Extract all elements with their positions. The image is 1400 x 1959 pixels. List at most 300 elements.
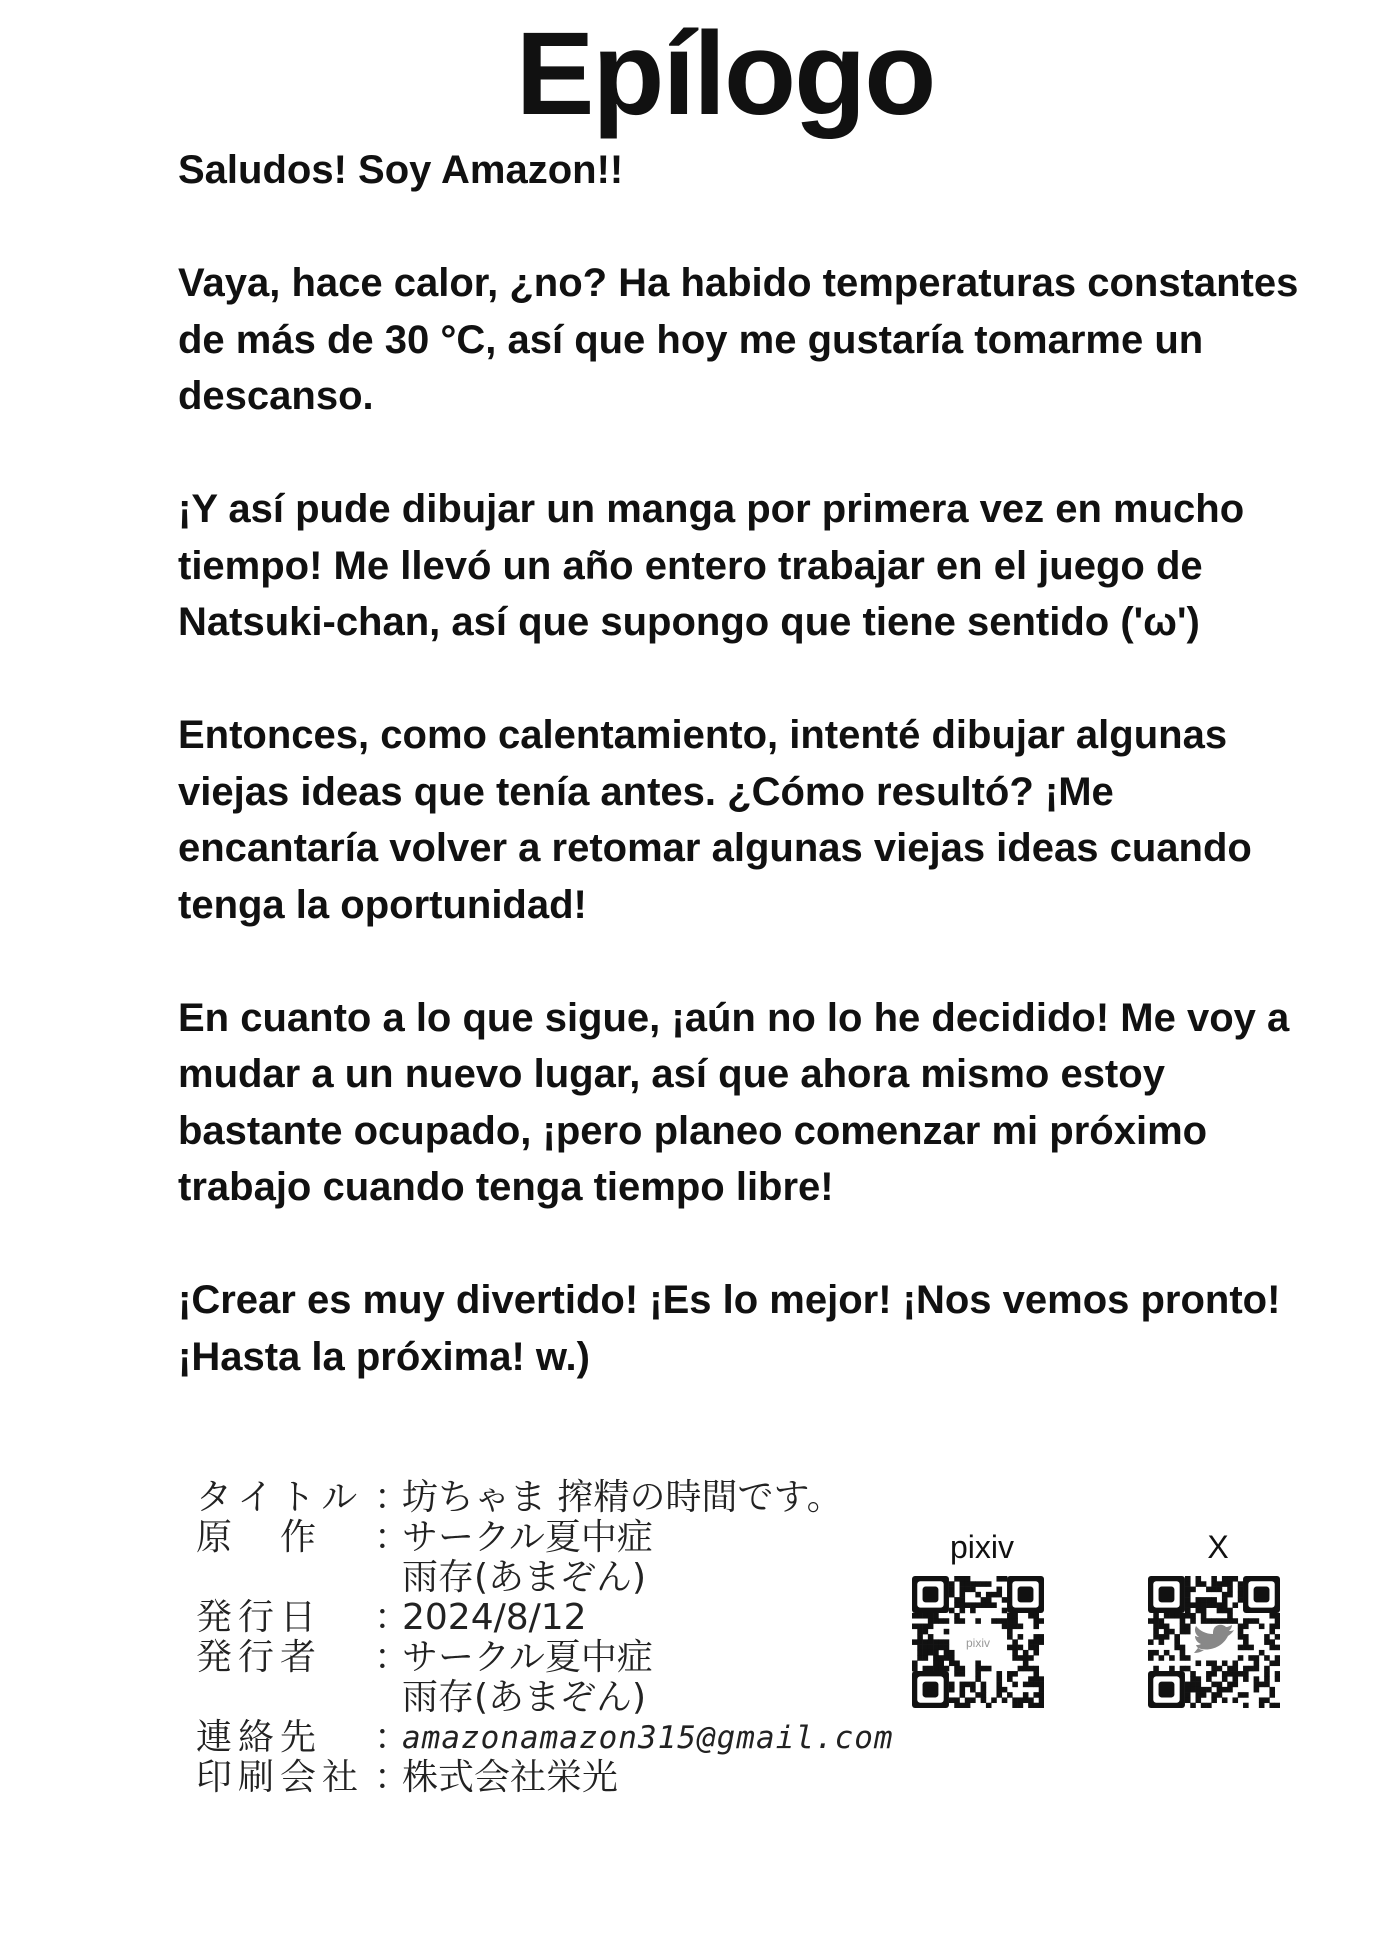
qr-module — [960, 1682, 966, 1688]
qr-module — [1222, 1602, 1228, 1608]
qr-module — [954, 1703, 960, 1708]
qr-module — [970, 1697, 976, 1703]
qr-module — [1201, 1703, 1207, 1708]
qr-module — [933, 1613, 939, 1619]
qr-module — [933, 1660, 939, 1666]
qr-module — [965, 1682, 971, 1688]
qr-module — [1254, 1666, 1260, 1672]
qr-module — [960, 1618, 966, 1624]
qr-module — [1033, 1613, 1039, 1619]
qr-module — [1264, 1676, 1270, 1682]
qr-module — [1185, 1687, 1191, 1693]
qr-module — [944, 1650, 950, 1656]
qr-module — [1012, 1655, 1018, 1661]
qr-module — [1039, 1697, 1044, 1703]
qr-module — [1196, 1581, 1202, 1587]
qr-module — [1269, 1660, 1275, 1666]
qr-module — [1159, 1639, 1165, 1645]
qr-module — [975, 1692, 981, 1698]
qr-module — [986, 1666, 992, 1672]
qr-module — [1243, 1634, 1249, 1640]
qr-module — [1248, 1655, 1254, 1661]
page-title: Epílogo — [515, 8, 935, 140]
qr-module — [1254, 1682, 1260, 1688]
qr-module — [923, 1639, 929, 1645]
qr-module — [1232, 1697, 1238, 1703]
qr-module — [949, 1697, 955, 1703]
qr-module — [1002, 1697, 1008, 1703]
qr-module — [981, 1682, 987, 1688]
qr-module — [965, 1703, 971, 1708]
qr-module — [933, 1618, 939, 1624]
qr-module — [975, 1666, 981, 1672]
qr-module — [928, 1639, 934, 1645]
qr-module — [1007, 1613, 1013, 1619]
qr-module — [1007, 1629, 1013, 1635]
qr-module — [960, 1703, 966, 1708]
qr-module — [1153, 1618, 1159, 1624]
qr-module — [1217, 1687, 1223, 1693]
qr-module — [1206, 1587, 1212, 1593]
qr-module — [1211, 1581, 1217, 1587]
qr-module — [1211, 1576, 1217, 1582]
qr-module — [954, 1613, 960, 1619]
qr-module — [1190, 1671, 1196, 1677]
qr-module — [1238, 1597, 1244, 1603]
qr-module — [960, 1608, 966, 1614]
qr-module — [965, 1576, 971, 1582]
qr-module — [1275, 1660, 1280, 1666]
qr-module — [1196, 1697, 1202, 1703]
pixiv-qr-icon — [912, 1576, 1044, 1708]
qr-module — [996, 1671, 1002, 1677]
qr-module — [1259, 1703, 1265, 1708]
qr-module — [1028, 1666, 1034, 1672]
qr-module — [1180, 1624, 1186, 1630]
qr-module — [1201, 1687, 1207, 1693]
qr-module — [1264, 1639, 1270, 1645]
qr-module — [1185, 1655, 1191, 1661]
qr-module — [1217, 1602, 1223, 1608]
qr-module — [1201, 1692, 1207, 1698]
colophon-separator: ： — [374, 1597, 411, 1638]
qr-module — [928, 1666, 934, 1672]
qr-module — [1028, 1613, 1034, 1619]
qr-module — [960, 1581, 966, 1587]
qr-module — [954, 1666, 960, 1672]
qr-module — [1259, 1650, 1265, 1656]
qr-module — [1148, 1639, 1154, 1645]
qr-module — [1180, 1650, 1186, 1656]
qr-module — [1206, 1703, 1212, 1708]
qr-module — [944, 1655, 950, 1661]
qr-module — [1201, 1602, 1207, 1608]
pixiv-qr-block — [912, 1528, 1052, 1708]
colophon-author-row-2 — [196, 1558, 894, 1598]
qr-module — [1185, 1592, 1191, 1598]
qr-module — [1259, 1624, 1265, 1630]
qr-module — [1164, 1650, 1170, 1656]
qr-module — [1190, 1687, 1196, 1693]
qr-module — [970, 1687, 976, 1693]
qr-module — [1012, 1671, 1018, 1677]
qr-module — [1222, 1592, 1228, 1598]
qr-module — [1269, 1624, 1275, 1630]
qr-module — [923, 1655, 929, 1661]
paragraph-next: En cuanto a lo que sigue, ¡aún no lo he decidido! Me voy a mudar a un nuevo lugar, así que ahora mismo estoy bastante ocupado, ¡pero planeo comenzar mi próximo trabajo cuando tenga tiempo libre! — [178, 995, 1290, 1209]
qr-module — [1164, 1629, 1170, 1635]
qr-module — [1227, 1592, 1233, 1598]
qr-module — [1217, 1618, 1223, 1624]
qr-module — [1185, 1682, 1191, 1688]
qr-module — [960, 1576, 966, 1582]
qr-module — [1180, 1629, 1186, 1635]
qr-module — [981, 1692, 987, 1698]
qr-module — [1039, 1676, 1044, 1682]
qr-module — [1180, 1613, 1186, 1619]
qr-module — [1227, 1671, 1233, 1677]
qr-module — [1185, 1697, 1191, 1703]
qr-module — [1190, 1618, 1196, 1624]
qr-module — [1217, 1608, 1223, 1614]
qr-module — [1159, 1634, 1165, 1640]
qr-module — [923, 1645, 929, 1651]
qr-module — [928, 1634, 934, 1640]
qr-module — [960, 1592, 966, 1598]
qr-module — [1254, 1687, 1260, 1693]
qr-module — [975, 1660, 981, 1666]
qr-module — [912, 1666, 918, 1672]
qr-module — [1023, 1655, 1029, 1661]
qr-module — [917, 1655, 923, 1661]
qr-module — [1185, 1624, 1191, 1630]
qr-module — [912, 1624, 918, 1630]
qr-module — [1275, 1655, 1280, 1661]
qr-module — [991, 1592, 997, 1598]
qr-module — [1002, 1618, 1008, 1624]
contact-email-link[interactable]: amazonamazon315@gmail.com — [402, 1720, 894, 1756]
qr-module — [1227, 1587, 1233, 1593]
qr-module — [1206, 1618, 1212, 1624]
pixiv-qr-center-text: pixiv — [965, 1636, 991, 1650]
qr-module — [1243, 1676, 1249, 1682]
paragraph-greeting: Saludos! Soy Amazon!! — [178, 148, 624, 192]
colophon — [196, 1478, 894, 1798]
qr-module — [1148, 1650, 1154, 1656]
qr-module — [1232, 1682, 1238, 1688]
qr-module — [981, 1666, 987, 1672]
qr-module — [1222, 1687, 1228, 1693]
paragraph-warmup: Entonces, como calentamiento, intenté dibujar algunas viejas ideas que tenía antes. ¿Cómo resultó? ¡Me encantaría volver a retomar algunas viejas ideas cuando tenga la oportunidad! — [178, 713, 1252, 927]
qr-module — [1164, 1634, 1170, 1640]
qr-finder-pattern — [923, 1587, 939, 1603]
colophon-title-row — [196, 1478, 894, 1518]
colophon-separator: ： — [374, 1717, 411, 1758]
qr-module — [944, 1629, 950, 1635]
qr-module — [1190, 1682, 1196, 1688]
qr-module — [1206, 1597, 1212, 1603]
qr-module — [1185, 1666, 1191, 1672]
qr-module — [1007, 1618, 1013, 1624]
qr-module — [1222, 1597, 1228, 1603]
qr-module — [1007, 1634, 1013, 1640]
qr-module — [996, 1682, 1002, 1688]
qr-module — [1190, 1587, 1196, 1593]
qr-module — [1148, 1655, 1154, 1661]
qr-module — [1238, 1634, 1244, 1640]
qr-finder-pattern — [1159, 1587, 1175, 1603]
qr-module — [1174, 1613, 1180, 1619]
qr-module — [1275, 1703, 1280, 1708]
qr-module — [1227, 1576, 1233, 1582]
qr-module — [1007, 1645, 1013, 1651]
qr-module — [991, 1618, 997, 1624]
qr-module — [996, 1692, 1002, 1698]
qr-module — [1232, 1576, 1238, 1582]
qr-module — [938, 1666, 944, 1672]
qr-module — [1275, 1645, 1280, 1651]
qr-module — [1028, 1697, 1034, 1703]
qr-module — [1169, 1666, 1175, 1672]
qr-module — [1211, 1697, 1217, 1703]
qr-module — [1028, 1703, 1034, 1708]
qr-module — [1012, 1645, 1018, 1651]
qr-module — [1227, 1613, 1233, 1619]
qr-module — [960, 1602, 966, 1608]
qr-module — [912, 1660, 918, 1666]
qr-module — [996, 1576, 1002, 1582]
qr-module — [1028, 1655, 1034, 1661]
qr-module — [1148, 1618, 1154, 1624]
qr-module — [944, 1645, 950, 1651]
qr-module — [1012, 1618, 1018, 1624]
qr-module — [1196, 1608, 1202, 1614]
qr-module — [949, 1592, 955, 1598]
qr-module — [1248, 1666, 1254, 1672]
qr-module — [1039, 1634, 1044, 1640]
qr-module — [917, 1650, 923, 1656]
qr-module — [938, 1660, 944, 1666]
bird-icon — [1194, 1625, 1234, 1653]
qr-finder-pattern — [1018, 1587, 1034, 1603]
qr-module — [1211, 1587, 1217, 1593]
qr-module — [1254, 1618, 1260, 1624]
qr-module — [1238, 1629, 1244, 1635]
qr-module — [1002, 1597, 1008, 1603]
qr-module — [1012, 1703, 1018, 1708]
qr-module — [923, 1650, 929, 1656]
qr-module — [949, 1581, 955, 1587]
qr-module — [1211, 1671, 1217, 1677]
qr-module — [1243, 1671, 1249, 1677]
qr-module — [975, 1618, 981, 1624]
qr-module — [1174, 1645, 1180, 1651]
qr-module — [1259, 1682, 1265, 1688]
qr-module — [1033, 1692, 1039, 1698]
qr-module — [1174, 1639, 1180, 1645]
qr-module — [954, 1602, 960, 1608]
qr-module — [1264, 1655, 1270, 1661]
qr-module — [1185, 1602, 1191, 1608]
qr-module — [1264, 1682, 1270, 1688]
qr-module — [1196, 1682, 1202, 1688]
qr-module — [1222, 1660, 1228, 1666]
qr-module — [960, 1692, 966, 1698]
qr-module — [1201, 1597, 1207, 1603]
qr-module — [1254, 1655, 1260, 1661]
colophon-label: 発行日 — [196, 1597, 323, 1638]
bird-shape — [1194, 1625, 1234, 1653]
colophon-separator: ： — [374, 1637, 411, 1678]
qr-module — [1159, 1655, 1165, 1661]
qr-module — [996, 1618, 1002, 1624]
qr-module — [981, 1602, 987, 1608]
qr-module — [1222, 1671, 1228, 1677]
colophon-date-row — [196, 1598, 894, 1638]
colophon-author-row — [196, 1518, 894, 1558]
colophon-label: 連絡先 — [196, 1717, 323, 1758]
qr-module — [949, 1660, 955, 1666]
qr-module — [1023, 1692, 1029, 1698]
qr-module — [944, 1639, 950, 1645]
qr-module — [1012, 1682, 1018, 1688]
qr-module — [1232, 1671, 1238, 1677]
qr-module — [1174, 1634, 1180, 1640]
pixiv-qr-label: pixiv — [949, 1529, 1014, 1565]
qr-module — [975, 1581, 981, 1587]
qr-module — [1033, 1645, 1039, 1651]
qr-module — [975, 1676, 981, 1682]
qr-module — [1012, 1624, 1018, 1630]
qr-module — [1222, 1697, 1228, 1703]
qr-module — [938, 1618, 944, 1624]
qr-module — [996, 1676, 1002, 1682]
qr-module — [1033, 1682, 1039, 1688]
colophon-separator: ： — [374, 1757, 411, 1798]
qr-finder-pattern — [1159, 1682, 1175, 1698]
pixiv-qr-code[interactable] — [912, 1576, 1052, 1708]
qr-module — [1269, 1703, 1275, 1708]
colophon-printer-row — [196, 1758, 894, 1798]
qr-module — [1211, 1618, 1217, 1624]
qr-module — [996, 1687, 1002, 1693]
qr-module — [1033, 1650, 1039, 1656]
qr-module — [1217, 1692, 1223, 1698]
qr-module — [975, 1602, 981, 1608]
qr-module — [1254, 1676, 1260, 1682]
qr-module — [1232, 1602, 1238, 1608]
qr-module — [1217, 1682, 1223, 1688]
qr-module — [970, 1682, 976, 1688]
qr-module — [981, 1597, 987, 1603]
qr-module — [1217, 1587, 1223, 1593]
qr-module — [1211, 1602, 1217, 1608]
qr-module — [991, 1602, 997, 1608]
qr-module — [1023, 1682, 1029, 1688]
qr-module — [1012, 1613, 1018, 1619]
qr-module — [1232, 1676, 1238, 1682]
qr-module — [923, 1624, 929, 1630]
colophon-value: サークル夏中症 — [402, 1637, 653, 1678]
qr-module — [1222, 1618, 1228, 1624]
qr-module — [928, 1613, 934, 1619]
qr-module — [928, 1624, 934, 1630]
x-qr-label: X — [1207, 1529, 1229, 1565]
qr-module — [1243, 1624, 1249, 1630]
qr-module — [1196, 1687, 1202, 1693]
qr-module — [981, 1697, 987, 1703]
colophon-value: 2024/8/12 — [402, 1597, 587, 1638]
qr-module — [1164, 1613, 1170, 1619]
qr-module — [1206, 1676, 1212, 1682]
qr-module — [1018, 1697, 1024, 1703]
qr-module — [1007, 1624, 1013, 1630]
colophon-value: 坊ちゃま 搾精の時間です。 — [402, 1477, 843, 1518]
qr-module — [938, 1655, 944, 1661]
qr-module — [928, 1645, 934, 1651]
qr-module — [928, 1618, 934, 1624]
qr-module — [917, 1629, 923, 1635]
qr-module — [1206, 1687, 1212, 1693]
colophon-label: 印刷会社 — [196, 1757, 365, 1798]
qr-module — [1238, 1655, 1244, 1661]
qr-module — [944, 1666, 950, 1672]
qr-module — [1002, 1608, 1008, 1614]
qr-module — [960, 1687, 966, 1693]
qr-module — [1153, 1613, 1159, 1619]
qr-module — [1243, 1645, 1249, 1651]
paragraph-manga: ¡Y así pude dibujar un manga por primera vez en mucho tiempo! Me llevó un año entero trabajar en el juego de Natsuki-chan, así que supongo que tiene sentido ('ω') — [178, 487, 1245, 644]
qr-module — [1269, 1692, 1275, 1698]
qr-module — [1007, 1676, 1013, 1682]
qr-module — [912, 1639, 918, 1645]
qr-module — [1201, 1581, 1207, 1587]
qr-module — [1180, 1618, 1186, 1624]
qr-module — [986, 1581, 992, 1587]
qr-module — [949, 1650, 955, 1656]
qr-module — [1238, 1587, 1244, 1593]
qr-module — [991, 1697, 997, 1703]
qr-module — [954, 1618, 960, 1624]
qr-module — [1217, 1581, 1223, 1587]
qr-module — [1196, 1602, 1202, 1608]
qr-module — [1206, 1660, 1212, 1666]
colophon-value: 雨存(あまぞん) — [402, 1557, 647, 1598]
qr-module — [1238, 1624, 1244, 1630]
qr-module — [1201, 1608, 1207, 1614]
colophon-value: 株式会社栄光 — [402, 1757, 619, 1798]
qr-module — [1196, 1660, 1202, 1666]
qr-module — [986, 1597, 992, 1603]
qr-module — [1007, 1692, 1013, 1698]
qr-module — [1259, 1697, 1265, 1703]
colophon-publisher-row-2 — [196, 1678, 894, 1718]
qr-module — [986, 1703, 992, 1708]
qr-module — [996, 1587, 1002, 1593]
qr-module — [938, 1639, 944, 1645]
qr-module — [1164, 1624, 1170, 1630]
qr-module — [1012, 1650, 1018, 1656]
x-qr-code[interactable] — [1148, 1576, 1288, 1708]
qr-module — [1033, 1666, 1039, 1672]
qr-module — [1190, 1602, 1196, 1608]
qr-module — [1028, 1676, 1034, 1682]
qr-module — [1248, 1618, 1254, 1624]
epilogue-body — [178, 142, 1308, 1442]
qr-module — [1023, 1660, 1029, 1666]
qr-module — [1275, 1624, 1280, 1630]
qr-module — [1185, 1597, 1191, 1603]
